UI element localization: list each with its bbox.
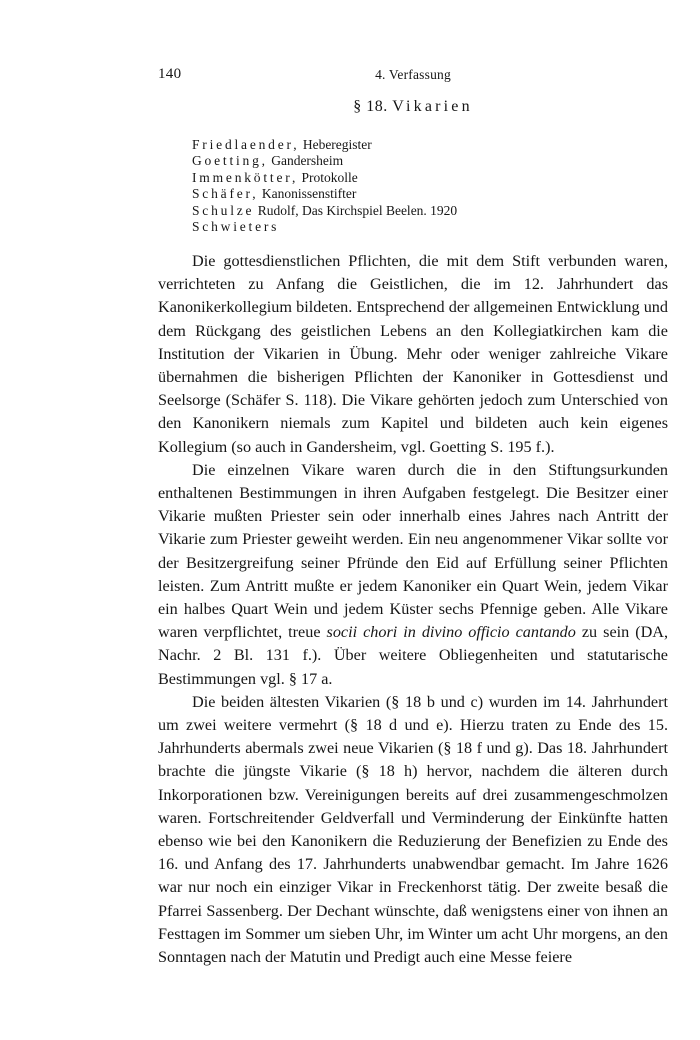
section-title bbox=[158, 98, 668, 116]
bibliography-author: Schulze bbox=[192, 202, 255, 218]
bibliography-author: Schäfer, bbox=[192, 186, 259, 202]
bibliography-work: Heberegister bbox=[302, 137, 372, 152]
bibliography-author: Schwieters bbox=[192, 219, 280, 235]
bibliography-work: Gandersheim bbox=[271, 153, 344, 169]
bibliography-entry bbox=[192, 186, 652, 202]
paragraph-2 bbox=[158, 459, 668, 691]
bibliography-author: Goetting, bbox=[192, 153, 268, 169]
bibliography-entry bbox=[192, 219, 652, 235]
bibliography-entry bbox=[192, 137, 652, 153]
paragraph-3: Die beiden ältesten Vikarien (§ 18 b und c) wurden im 14. Jahrhundert um zwei weitere vermehrt (§ 18 d und e). Hierzu traten zu Ende des 15. Jahrhunderts abermals zwei neue Vikarien (§ 18 f und g). Das 18. Jahrhundert brachte die jüngste Vikarie (§ 18 h) hervor, nachdem die älteren durch Inkorporationen bzw. Vereinigungen bereits auf drei zusammengeschmolzen waren. Fortschreitender Geldverfall und Verminderung der Einkünfte hatten ebenso wie bei den Kanonikern die Reduzierung der Benefizien zu Ende des 16. und Anfang des 17. Jahrhunderts unabwendbar gemacht. Im Jahre 1626 war nur noch ein einziger Vikar in Freckenhorst tätig. Der zweite besaß die Pfarrei Sassenberg. Der Dechant wünschte, daß wenigstens einer von ihnen an Festtagen im Sommer um sieben Uhr, im Winter um acht Uhr morgens, an den Sonntagen nach der Matutin und Predigt auch eine Messe feiere bbox=[158, 692, 668, 967]
bibliography-entry bbox=[192, 153, 652, 169]
paragraph-2-text-end: zu sein (DA, Nachr. 2 Bl. 131 f.). Über weitere Obliegenheiten und statutarische Bestimmungen vgl. § 17 a. bbox=[158, 623, 669, 688]
bibliography-entry bbox=[192, 203, 652, 219]
bibliography-work: Rudolf, Das Kirchspiel Beelen. 1920 bbox=[257, 202, 458, 218]
chapter-heading: 4. Verfassung bbox=[375, 67, 451, 82]
section-name: Vikarien bbox=[392, 98, 473, 115]
paragraph-1: Die gottesdienstlichen Pflichten, die mit dem Stift verbunden waren, verrichteten zu Anfang die Geistlichen, die im 12. Jahrhundert das Kanonikerkollegium bildeten. Entsprechend der allgemeinen Entwicklung und dem Rückgang des geistlichen Lebens an den Kollegiatkirchen kam die Institution der Vikarien in Übung. Mehr oder weniger zahlreiche Vikare übernahmen die bisherigen Pflichten der Kanoniker in Gottesdienst und Seelsorge (Schäfer S. 118). Die Vikare gehörten jedoch zum Unterschied von den Kanonikern niemals zum Kapitel und bildeten auch kein eigenes Kollegium (so auch in Gandersheim, vgl. Goetting S. 195 f.). bbox=[158, 252, 668, 456]
latin-quotation: socii chori in divino officio cantando bbox=[326, 623, 576, 642]
page-number: 140 bbox=[158, 66, 182, 82]
body-text bbox=[158, 250, 668, 969]
bibliography-work: Protokolle bbox=[301, 169, 358, 185]
section-number: § 18. bbox=[353, 98, 388, 115]
bibliography-entry bbox=[192, 170, 652, 186]
bibliography-author: Friedlaender, bbox=[192, 137, 300, 152]
bibliography-work: Kanonissenstifter bbox=[261, 186, 357, 202]
running-head bbox=[158, 66, 668, 86]
bibliography-author: Immenkötter, bbox=[192, 169, 299, 185]
bibliography-list bbox=[192, 137, 652, 235]
paragraph-2-text: Die einzelnen Vikare waren durch die in den Stiftungsurkunden enthaltenen Bestimmungen in ihren Aufgaben festgelegt. Die Besitzer einer Vikarie mußten Priester sein oder innerhalb eines Jahres nach Antritt der Vikarie zum Priester geweiht werden. Ein neu angenommener Vikar sollte vor der Besitzergreifung seiner Pfründe den Eid auf Erfüllung seiner Pflichten leisten. Zum Antritt mußte er jedem Kanoniker ein Quart Wein, jedem Vikar ein halbes Quart Wein und jedem Küster sechs Pfennige geben. Alle Vikare waren verpflichtet, treue bbox=[158, 460, 668, 642]
